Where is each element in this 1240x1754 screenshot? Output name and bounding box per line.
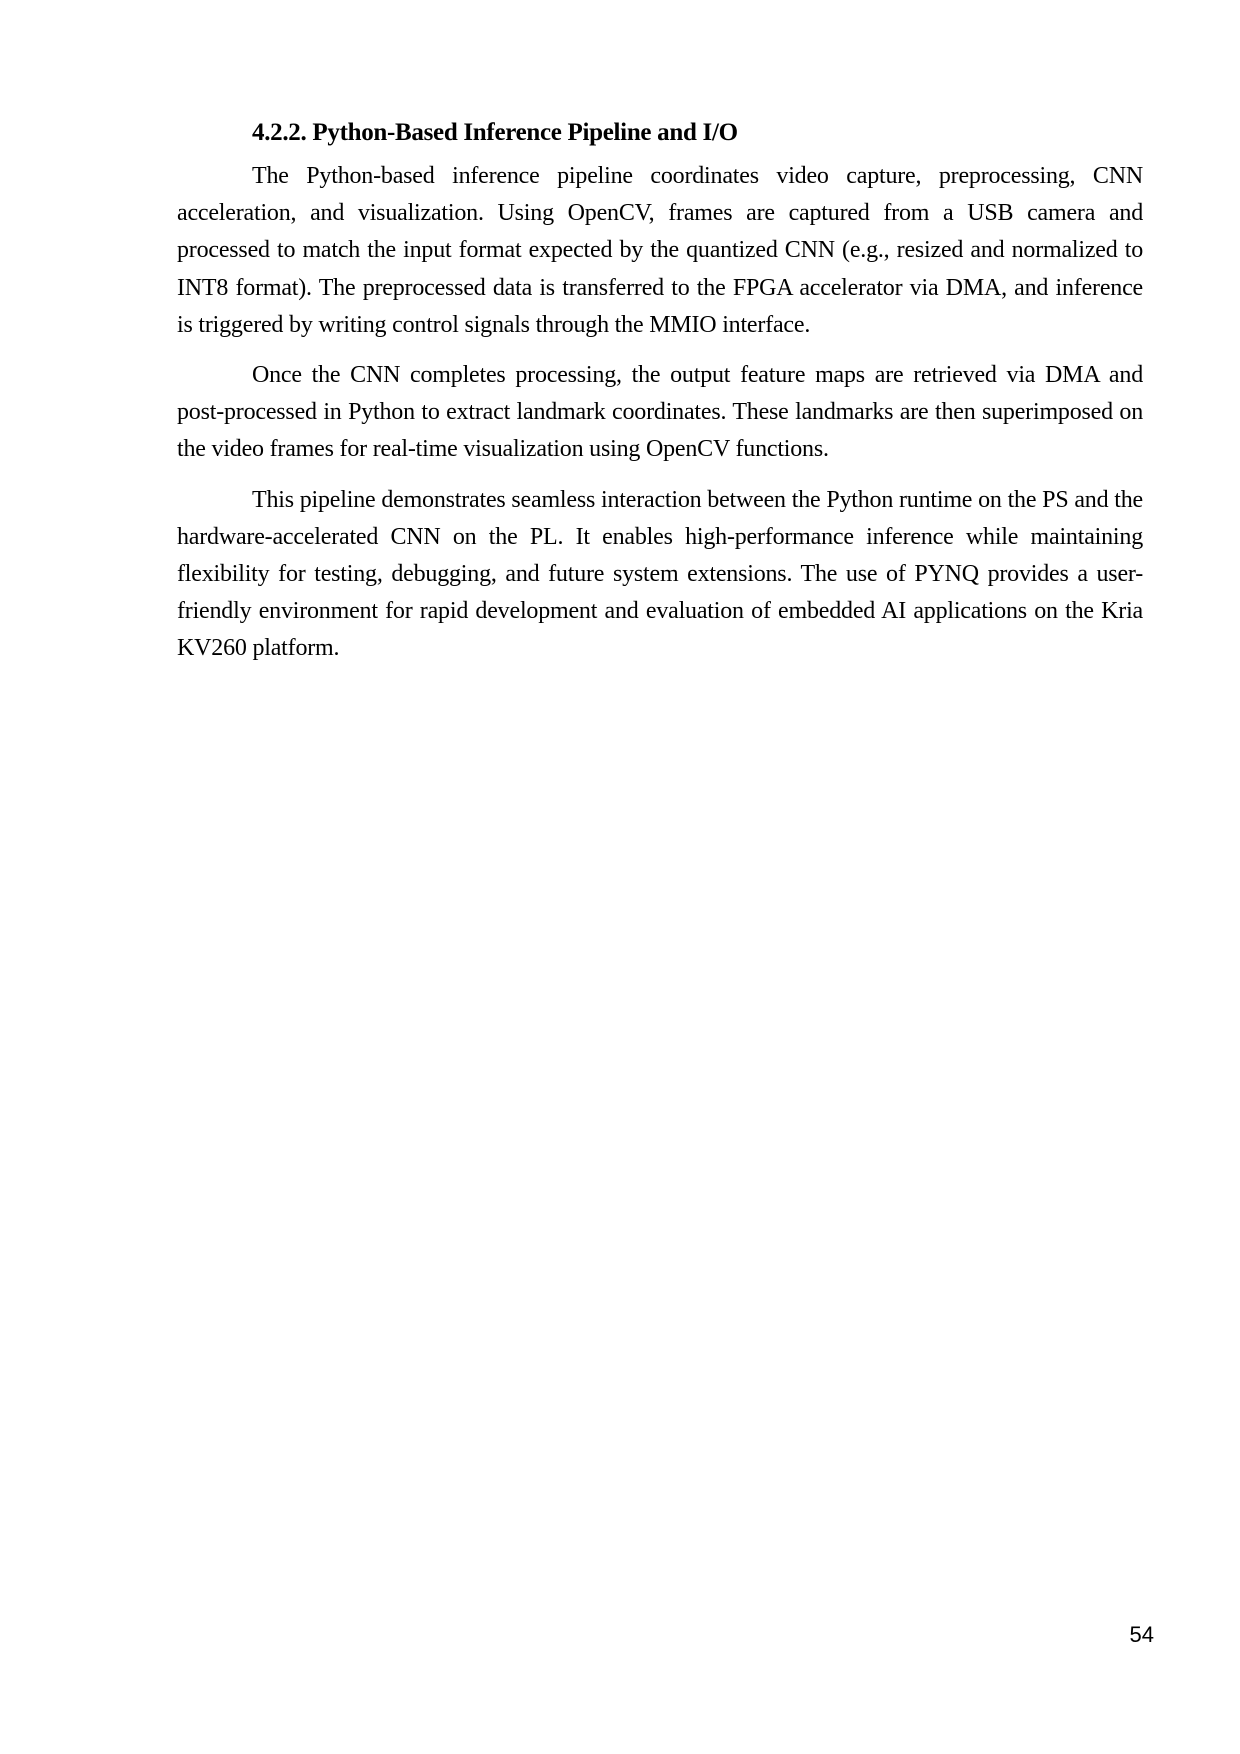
document-page — [177, 118, 1143, 681]
page-number: 54 — [1129, 1622, 1154, 1647]
paragraph-pynq-summary: This pipeline demonstrates seamless interaction between the Python runtime on the PS and the hardware-accelerated CNN on the PL. It enables high-performance inference while maintaining flexibility for testing, debugging, and future system extensions. The use of PYNQ provides a user-friendly environment for rapid development and evaluation of embedded AI applications on the Kria KV260 platform. — [177, 486, 1143, 662]
paragraph-pipeline-overview: The Python-based inference pipeline coordinates video capture, preprocessing, CNN acceleration, and visualization. Using OpenCV, frames are captured from a USB camera and processed to match the input format expected by the quantized CNN (e.g., resized and normalized to INT8 format). The preprocessed data is transferred to the FPGA accelerator via DMA, and inference is triggered by writing control signals through the MMIO interface. — [177, 163, 1143, 338]
section-heading: 4.2.2. Python-Based Inference Pipeline and I/O — [252, 119, 738, 146]
paragraph-postprocessing: Once the CNN completes processing, the output feature maps are retrieved via DMA and post-processed in Python to extract landmark coordinates. These landmarks are then superimposed on the video frames for real-time visualization using OpenCV functions. — [177, 362, 1143, 463]
